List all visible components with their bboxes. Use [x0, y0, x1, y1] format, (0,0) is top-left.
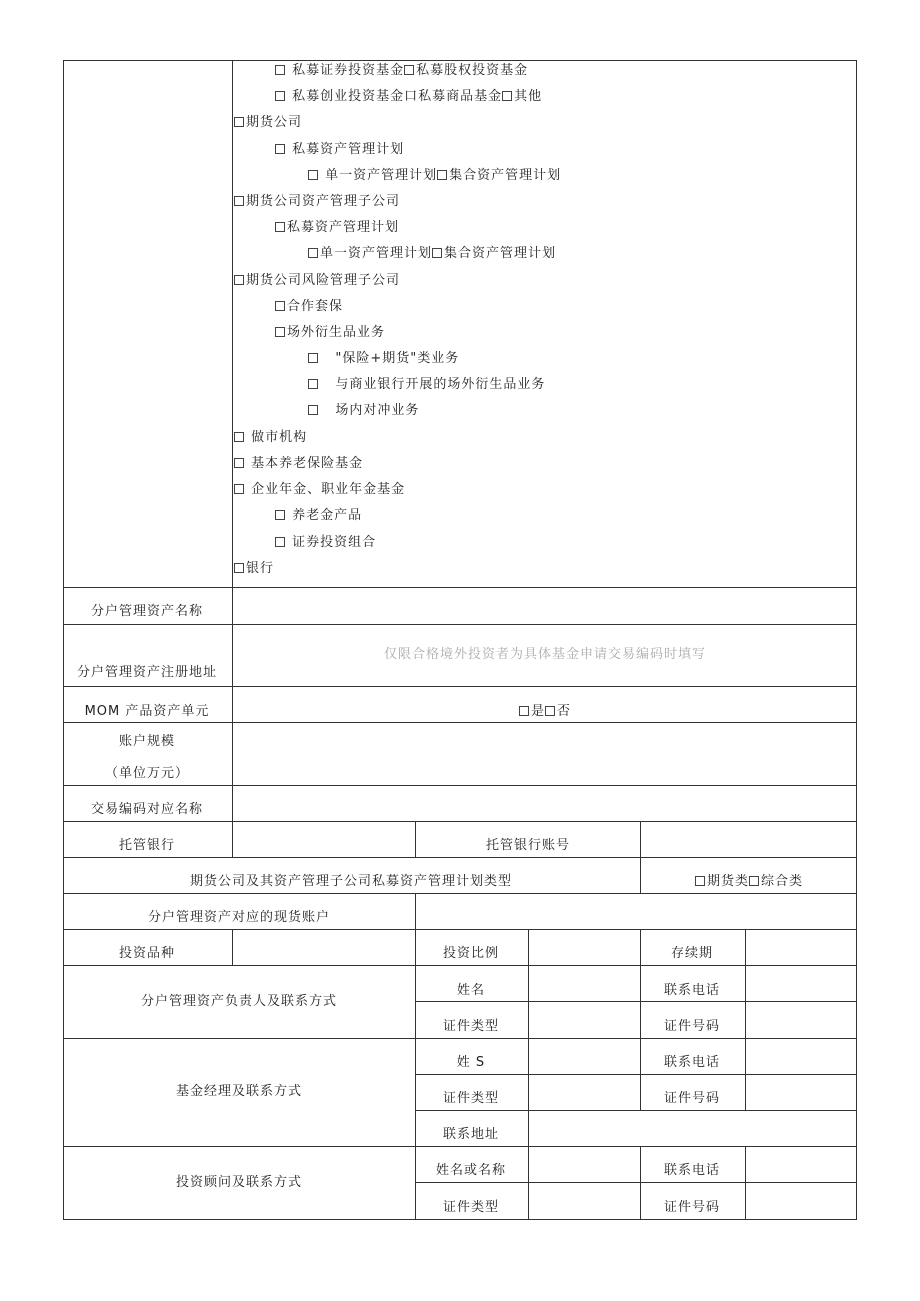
mom-unit-label: MOM 产品资产单元 [84, 704, 210, 719]
checklist-row: 私募创业投资基金口私募商品基金 其他 [275, 89, 542, 105]
col-divider [232, 722, 233, 822]
row-divider [63, 587, 857, 588]
checkbox[interactable] [308, 170, 318, 180]
account-scale-unit: （单位万元） [104, 766, 190, 781]
checkbox[interactable] [275, 222, 285, 232]
advisor-name-label: 姓名或名称 [435, 1163, 507, 1178]
checkbox[interactable] [308, 379, 318, 389]
plan-type-options: 期货类 综合类 [695, 874, 803, 890]
row-divider [63, 686, 857, 687]
yes-checkbox[interactable] [519, 706, 529, 716]
row-divider [415, 1110, 857, 1111]
checklist-row: 做市机构 [234, 430, 307, 446]
col-divider [640, 857, 641, 894]
col-divider [640, 821, 641, 858]
checkbox[interactable] [275, 91, 285, 101]
row-divider [63, 722, 857, 723]
checklist-row: 期货公司风险管理子公司 [234, 273, 400, 289]
checkbox[interactable] [308, 405, 318, 415]
sub-account-address-label: 分户管理资产注册地址 [76, 665, 218, 680]
row-divider [63, 857, 857, 858]
row-divider [63, 1146, 857, 1147]
sub-account-name-label: 分户管理资产名称 [90, 604, 204, 619]
checkbox[interactable] [432, 248, 442, 258]
col-divider [232, 929, 233, 966]
col-divider [745, 929, 746, 1110]
investment-variety-label: 投资品种 [118, 946, 176, 961]
row-divider [415, 1182, 857, 1183]
col-divider [745, 1146, 746, 1220]
custodian-bank-label: 托管银行 [118, 838, 176, 853]
checklist-row: 单一资产管理计划 集合资产管理计划 [308, 246, 556, 262]
checkbox[interactable] [275, 65, 285, 75]
checkbox[interactable] [404, 65, 414, 75]
row-divider [63, 785, 857, 786]
checklist-row: "保险+期货"类业务 [308, 351, 459, 367]
checklist-row: 基本养老保险基金 [234, 456, 363, 472]
col-divider [415, 893, 416, 930]
checkbox[interactable] [437, 170, 447, 180]
spot-account-label: 分户管理资产对应的现货账户 [147, 910, 331, 925]
advisor-id-number-label: 证件号码 [663, 1200, 721, 1215]
trade-code-name-label: 交易编码对应名称 [90, 802, 204, 817]
futures-type-checkbox[interactable] [695, 876, 705, 886]
checkbox[interactable] [502, 91, 512, 101]
checklist-row: 单一资产管理计划 集合资产管理计划 [308, 168, 561, 184]
col-divider [640, 929, 641, 1110]
checkbox[interactable] [308, 353, 318, 363]
checklist-row: 私募资产管理计划 [275, 220, 399, 236]
checkbox[interactable] [234, 484, 244, 494]
manager-name-label: 姓名 [456, 983, 486, 998]
composite-type-checkbox[interactable] [749, 876, 759, 886]
col-divider [415, 821, 416, 858]
checkbox[interactable] [308, 248, 318, 258]
row-divider [63, 821, 857, 822]
checkbox[interactable] [234, 563, 244, 573]
checklist-row: 养老金产品 [275, 508, 362, 524]
checklist-row: 私募证券投资基金 私募股权投资基金 [275, 63, 528, 79]
row-divider [63, 1038, 857, 1039]
checkbox[interactable] [275, 144, 285, 154]
checklist-row: 场内对冲业务 [308, 403, 419, 419]
mom-unit-options: 是 否 [519, 704, 571, 720]
row-divider [63, 624, 857, 625]
checklist-row: 私募资产管理计划 [275, 142, 404, 158]
advisor-phone-label: 联系电话 [663, 1163, 721, 1178]
checkbox[interactable] [234, 117, 244, 127]
manager-phone-label: 联系电话 [663, 983, 721, 998]
fund-manager-id-number-label: 证件号码 [663, 1091, 721, 1106]
advisor-contact-label: 投资顾问及联系方式 [175, 1175, 303, 1190]
checklist-row: 场外衍生品业务 [275, 325, 385, 341]
checkbox[interactable] [275, 327, 285, 337]
checklist-row: 证券投资组合 [275, 535, 376, 551]
form-table [63, 60, 857, 1220]
checklist-row: 期货公司资产管理子公司 [234, 194, 400, 210]
checkbox[interactable] [275, 510, 285, 520]
row-divider [415, 1074, 857, 1075]
duration-label: 存续期 [670, 946, 714, 961]
checkbox[interactable] [234, 432, 244, 442]
manager-contact-label: 分户管理资产负责人及联系方式 [140, 994, 338, 1009]
address-hint: 仅限合格境外投资者为具体基金申请交易编码时填写 [383, 647, 707, 662]
manager-id-type-label: 证件类型 [442, 1019, 500, 1034]
fund-manager-address-label: 联系地址 [442, 1127, 500, 1142]
col-divider [640, 1146, 641, 1220]
checklist-row: 期货公司 [234, 115, 302, 131]
checkbox[interactable] [275, 537, 285, 547]
fund-manager-phone-label: 联系电话 [663, 1055, 721, 1070]
row-divider [63, 965, 857, 966]
checkbox[interactable] [234, 275, 244, 285]
plan-type-label: 期货公司及其资产管理子公司私募资产管理计划类型 [189, 874, 513, 889]
checkbox[interactable] [234, 196, 244, 206]
col-divider [232, 821, 233, 858]
no-checkbox[interactable] [545, 706, 555, 716]
checkbox[interactable] [275, 301, 285, 311]
manager-id-number-label: 证件号码 [663, 1019, 721, 1034]
fund-manager-contact-label: 基金经理及联系方式 [175, 1084, 303, 1099]
checklist-row: 企业年金、职业年金基金 [234, 482, 405, 498]
checklist-row: 与商业银行开展的场外衍生品业务 [308, 377, 545, 393]
account-scale-label: 账户规模 [118, 734, 176, 749]
checklist-row: 合作套保 [275, 299, 343, 315]
row-divider [415, 1001, 857, 1002]
fund-manager-name-label: 姓 S [456, 1055, 486, 1070]
row-divider [63, 929, 857, 930]
fund-manager-id-type-label: 证件类型 [442, 1091, 500, 1106]
advisor-id-type-label: 证件类型 [442, 1200, 500, 1215]
investment-ratio-label: 投资比例 [442, 946, 500, 961]
checklist-row: 银行 [234, 561, 274, 577]
checkbox[interactable] [234, 458, 244, 468]
custodian-account-label: 托管银行账号 [485, 838, 571, 853]
row-divider [63, 893, 857, 894]
